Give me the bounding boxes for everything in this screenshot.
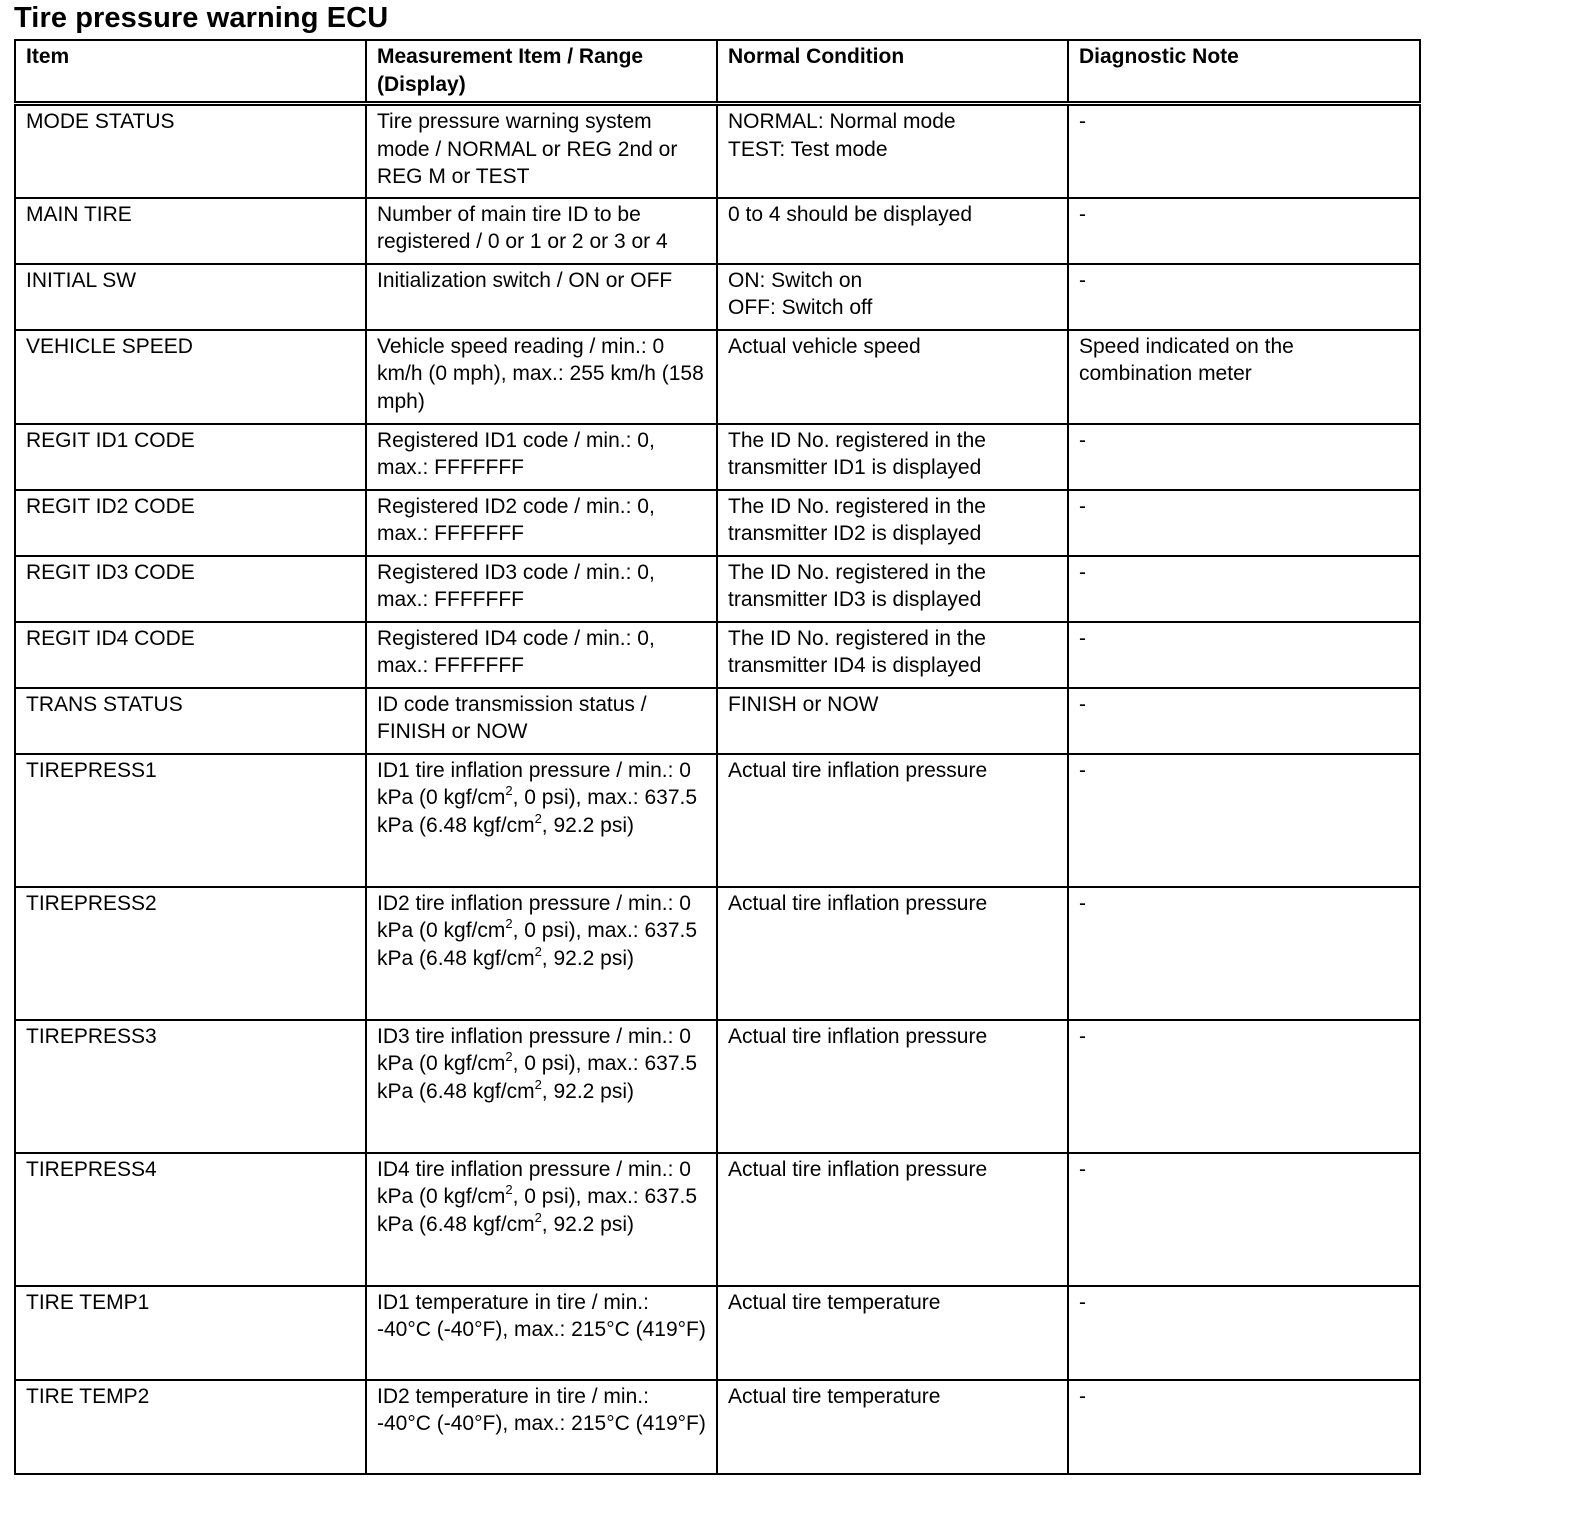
cell-item: TIREPRESS4 [15, 1153, 366, 1286]
superscript: 2 [534, 943, 542, 959]
cell-diagnostic-note: - [1068, 490, 1420, 556]
measurement-text: ID4 tire inflation pressure / min.: 0 kPa (0 kgf/cm [377, 1157, 691, 1208]
cell-normal-condition: ON: Switch on OFF: Switch off [717, 264, 1068, 330]
cell-normal-condition: Actual vehicle speed [717, 330, 1068, 424]
cell-measurement: ID1 temperature in tire / min.: -40°C (-40°F), max.: 215°C (419°F) [366, 1286, 717, 1380]
table-row [15, 688, 1420, 754]
cell-item: TIRE TEMP2 [15, 1380, 366, 1474]
header-diagnostic-note: Diagnostic Note [1068, 40, 1420, 104]
superscript: 2 [534, 1076, 542, 1092]
superscript: 2 [505, 1182, 513, 1197]
cell-item: REGIT ID4 CODE [15, 622, 366, 688]
cell-diagnostic-note: - [1068, 754, 1420, 887]
cell-diagnostic-note: - [1068, 198, 1420, 264]
measurement-text: , 92.2 psi) [541, 1212, 635, 1236]
table-row [15, 490, 1420, 556]
data-list-table [14, 39, 1421, 1475]
header-item: Item [15, 40, 366, 104]
table-row [15, 330, 1420, 424]
superscript: 2 [534, 810, 542, 826]
cell-item: REGIT ID1 CODE [15, 424, 366, 490]
table-row [15, 754, 1420, 887]
cell-measurement: Tire pressure warning system mode / NORMAL or REG 2nd or REG M or TEST [366, 104, 717, 198]
cell-item: TIREPRESS2 [15, 887, 366, 1020]
cell-normal-condition: NORMAL: Normal mode TEST: Test mode [717, 104, 1068, 198]
cell-item: TIRE TEMP1 [15, 1286, 366, 1380]
cell-diagnostic-note: - [1068, 104, 1420, 198]
superscript: 2 [505, 783, 513, 798]
cell-item: REGIT ID3 CODE [15, 556, 366, 622]
measurement-text: , 92.2 psi) [541, 1079, 635, 1103]
measurement-text: , 0 psi), max.: 637.5 kPa (6.48 kgf/cm [377, 1052, 698, 1103]
cell-diagnostic-note: - [1068, 1153, 1420, 1286]
cell-diagnostic-note: - [1068, 264, 1420, 330]
measurement-text: , 0 psi), max.: 637.5 kPa (6.48 kgf/cm [377, 1185, 698, 1236]
cell-measurement: Number of main tire ID to be registered / 0 or 1 or 2 or 3 or 4 [366, 198, 717, 264]
cell-normal-condition: The ID No. registered in the transmitter ID2 is displayed [717, 490, 1068, 556]
cell-diagnostic-note: - [1068, 556, 1420, 622]
cell-diagnostic-note: - [1068, 1380, 1420, 1474]
cell-measurement: Registered ID4 code / min.: 0, max.: FFFFFFF [366, 622, 717, 688]
header-normal-condition: Normal Condition [717, 40, 1068, 104]
cell-normal-condition: The ID No. registered in the transmitter ID1 is displayed [717, 424, 1068, 490]
cell-item: MAIN TIRE [15, 198, 366, 264]
header-measurement: Measurement Item / Range (Display) [366, 40, 717, 104]
cell-item: TIREPRESS1 [15, 754, 366, 887]
cell-normal-condition: 0 to 4 should be displayed [717, 198, 1068, 264]
table-row [15, 1020, 1420, 1153]
measurement-text: ID1 tire inflation pressure / min.: 0 kPa (0 kgf/cm [377, 758, 691, 809]
cell-normal-condition: Actual tire inflation pressure [717, 887, 1068, 1020]
table-row [15, 1380, 1420, 1474]
table-row [15, 887, 1420, 1020]
cell-diagnostic-note: - [1068, 1020, 1420, 1153]
table-row [15, 264, 1420, 330]
cell-measurement [366, 754, 717, 887]
page-title: Tire pressure warning ECU [14, 2, 389, 34]
cell-measurement [366, 1153, 717, 1286]
cell-normal-condition: Actual tire inflation pressure [717, 1153, 1068, 1286]
table-row [15, 424, 1420, 490]
cell-diagnostic-note: - [1068, 622, 1420, 688]
cell-item: TIREPRESS3 [15, 1020, 366, 1153]
measurement-text: , 0 psi), max.: 637.5 kPa (6.48 kgf/cm [377, 919, 698, 970]
cell-measurement: ID2 temperature in tire / min.: -40°C (-40°F), max.: 215°C (419°F) [366, 1380, 717, 1474]
superscript: 2 [505, 1049, 513, 1064]
table-row [15, 1286, 1420, 1380]
cell-measurement: Registered ID3 code / min.: 0, max.: FFFFFFF [366, 556, 717, 622]
measurement-text: ID3 tire inflation pressure / min.: 0 kPa (0 kgf/cm [377, 1024, 691, 1075]
cell-measurement: Registered ID2 code / min.: 0, max.: FFFFFFF [366, 490, 717, 556]
cell-diagnostic-note: Speed indicated on the combination meter [1068, 330, 1420, 424]
cell-normal-condition: The ID No. registered in the transmitter ID3 is displayed [717, 556, 1068, 622]
table-row [15, 556, 1420, 622]
cell-normal-condition: Actual tire temperature [717, 1380, 1068, 1474]
cell-item: REGIT ID2 CODE [15, 490, 366, 556]
measurement-text: , 92.2 psi) [541, 946, 635, 970]
cell-measurement: Initialization switch / ON or OFF [366, 264, 717, 330]
cell-item: INITIAL SW [15, 264, 366, 330]
cell-diagnostic-note: - [1068, 688, 1420, 754]
measurement-text: , 0 psi), max.: 637.5 kPa (6.48 kgf/cm [377, 786, 698, 837]
cell-normal-condition: FINISH or NOW [717, 688, 1068, 754]
cell-item: MODE STATUS [15, 104, 366, 198]
cell-diagnostic-note: - [1068, 1286, 1420, 1380]
measurement-text: ID2 tire inflation pressure / min.: 0 kPa (0 kgf/cm [377, 891, 691, 942]
table-row [15, 104, 1420, 198]
table-row [15, 198, 1420, 264]
measurement-text: , 92.2 psi) [541, 813, 635, 837]
cell-measurement [366, 887, 717, 1020]
cell-normal-condition: Actual tire temperature [717, 1286, 1068, 1380]
table-row [15, 1153, 1420, 1286]
table-row [15, 622, 1420, 688]
cell-measurement: Registered ID1 code / min.: 0, max.: FFFFFFF [366, 424, 717, 490]
superscript: 2 [534, 1209, 542, 1225]
cell-measurement: Vehicle speed reading / min.: 0 km/h (0 mph), max.: 255 km/h (158 mph) [366, 330, 717, 424]
cell-diagnostic-note: - [1068, 424, 1420, 490]
cell-item: VEHICLE SPEED [15, 330, 366, 424]
cell-normal-condition: Actual tire inflation pressure [717, 754, 1068, 887]
superscript: 2 [505, 916, 513, 931]
cell-normal-condition: Actual tire inflation pressure [717, 1020, 1068, 1153]
cell-item: TRANS STATUS [15, 688, 366, 754]
cell-normal-condition: The ID No. registered in the transmitter ID4 is displayed [717, 622, 1068, 688]
cell-diagnostic-note: - [1068, 887, 1420, 1020]
cell-measurement [366, 1020, 717, 1153]
table-header-row [15, 40, 1420, 104]
cell-measurement: ID code transmission status / FINISH or NOW [366, 688, 717, 754]
